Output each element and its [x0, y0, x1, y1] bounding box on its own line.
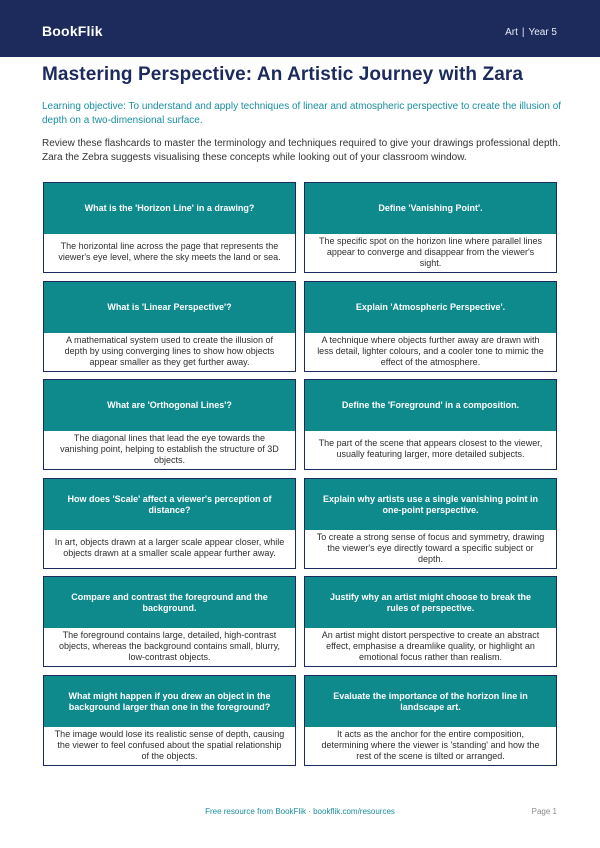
flashcard-question [305, 479, 556, 530]
answer-text: To create a strong sense of focus and symmetry, drawing the viewer's eye directly toward a specific subject or depth. [316, 531, 545, 564]
answer-text: The specific spot on the horizon line where parallel lines appear to converge and disappear from the viewer's sight. [318, 235, 543, 268]
year-label: Year 5 [528, 27, 557, 38]
meta-separator: | [521, 27, 525, 38]
flashcard [304, 576, 557, 667]
question-text: Define the 'Foreground' in a composition. [341, 400, 520, 410]
footer-link[interactable]: Free resource from BookFlik · bookflik.com/resources [205, 807, 395, 816]
flashcard-question [44, 282, 295, 333]
flashcard-answer [44, 527, 295, 569]
flashcard [304, 675, 557, 766]
flashcard [304, 281, 557, 372]
flashcard-answer [305, 428, 556, 470]
intro-text: Review these flashcards to master the terminology and techniques required to give your drawings professional depth. Zara the Zebra suggests visualising these concepts while looking out of your classroom window. [42, 138, 561, 163]
flashcard [43, 576, 296, 667]
flashcard-answer [44, 330, 295, 372]
page-title: Mastering Perspective: An Artistic Journey with Zara [42, 64, 524, 85]
subject-year [505, 27, 557, 38]
subject-label: Art [505, 27, 518, 38]
flashcard [304, 182, 557, 273]
flashcard [304, 478, 557, 569]
flashcard-question [305, 183, 556, 234]
answer-text: The horizontal line across the page that represents the viewer's eye level, where the sky meets the land or sea. [58, 241, 281, 262]
flashcard [43, 182, 296, 273]
answer-text: The part of the scene that appears closest to the viewer, usually featuring larger, more detailed subjects. [318, 438, 543, 459]
flashcard-answer [44, 428, 295, 470]
flashcard-answer [305, 527, 556, 569]
flashcard [43, 675, 296, 766]
question-text: Evaluate the importance of the horizon line in landscape art. [333, 690, 528, 712]
question-text: Explain why artists use a single vanishing point in one-point perspective. [322, 493, 539, 515]
flashcard-question [305, 676, 556, 727]
page-number: Page 1 [531, 807, 557, 816]
flashcard [43, 478, 296, 569]
flashcard-question [44, 676, 295, 727]
flashcard-answer [305, 330, 556, 372]
flashcard-question [44, 479, 295, 530]
question-text: Define 'Vanishing Point'. [378, 203, 483, 213]
flashcard [43, 281, 296, 372]
flashcard-answer [305, 625, 556, 667]
answer-text: A technique where objects further away are drawn with less detail, lighter colours, and a cooler tone to mimic the effect of the atmosphere. [317, 334, 544, 367]
flashcard-answer [44, 231, 295, 273]
answer-text: The foreground contains large, detailed, high-contrast objects, whereas the background contains small, blurry, low-contrast objects. [59, 629, 280, 662]
flashcard-question [44, 183, 295, 234]
question-text: Compare and contrast the foreground and the background. [71, 591, 268, 613]
flashcard-answer [305, 724, 556, 766]
question-text: How does 'Scale' affect a viewer's perception of distance? [67, 493, 272, 515]
answer-text: In art, objects drawn at a larger scale appear closer, while objects drawn at a smaller scale appear further away. [54, 537, 285, 558]
question-text: Justify why an artist might choose to break the rules of perspective. [329, 591, 532, 613]
flashcard-answer [44, 625, 295, 667]
answer-text: It acts as the anchor for the entire composition, determining where the viewer is 'standing' and how the rest of the scene is tilted or arranged. [321, 728, 540, 761]
flashcard [304, 379, 557, 470]
flashcard-question [44, 577, 295, 628]
question-text: What might happen if you drew an object in the background larger than one in the foreground? [68, 690, 271, 712]
answer-text: The image would lose its realistic sense of depth, causing the viewer to feel confused about the spatial relationship of the objects. [54, 728, 285, 761]
page-header [0, 0, 600, 57]
flashcard-question [305, 380, 556, 431]
flashcard-question [305, 577, 556, 628]
flashcard [43, 379, 296, 470]
flashcard-question [305, 282, 556, 333]
answer-text: A mathematical system used to create the illusion of depth by using converging lines to show how objects appear smaller as they get further away. [64, 334, 275, 367]
question-text: What is 'Linear Perspective'? [107, 302, 232, 312]
question-text: What are 'Orthogonal Lines'? [107, 400, 232, 410]
learning-objective: Learning objective: To understand and apply techniques of linear and atmospheric perspective to create the illusion of depth on a two-dimensional surface. [42, 101, 562, 126]
brand-logo[interactable]: BookFlik [42, 23, 103, 39]
flashcard-answer [305, 231, 556, 273]
answer-text: The diagonal lines that lead the eye towards the vanishing point, helping to establish the structure of 3D objects. [60, 432, 279, 465]
question-text: What is the 'Horizon Line' in a drawing? [84, 203, 255, 213]
answer-text: An artist might distort perspective to create an abstract effect, emphasise a dreamlike quality, or highlight an emotional focus rather than realism. [321, 629, 540, 662]
question-text: Explain 'Atmospheric Perspective'. [355, 302, 506, 312]
flashcard-question [44, 380, 295, 431]
flashcard-answer [44, 724, 295, 766]
